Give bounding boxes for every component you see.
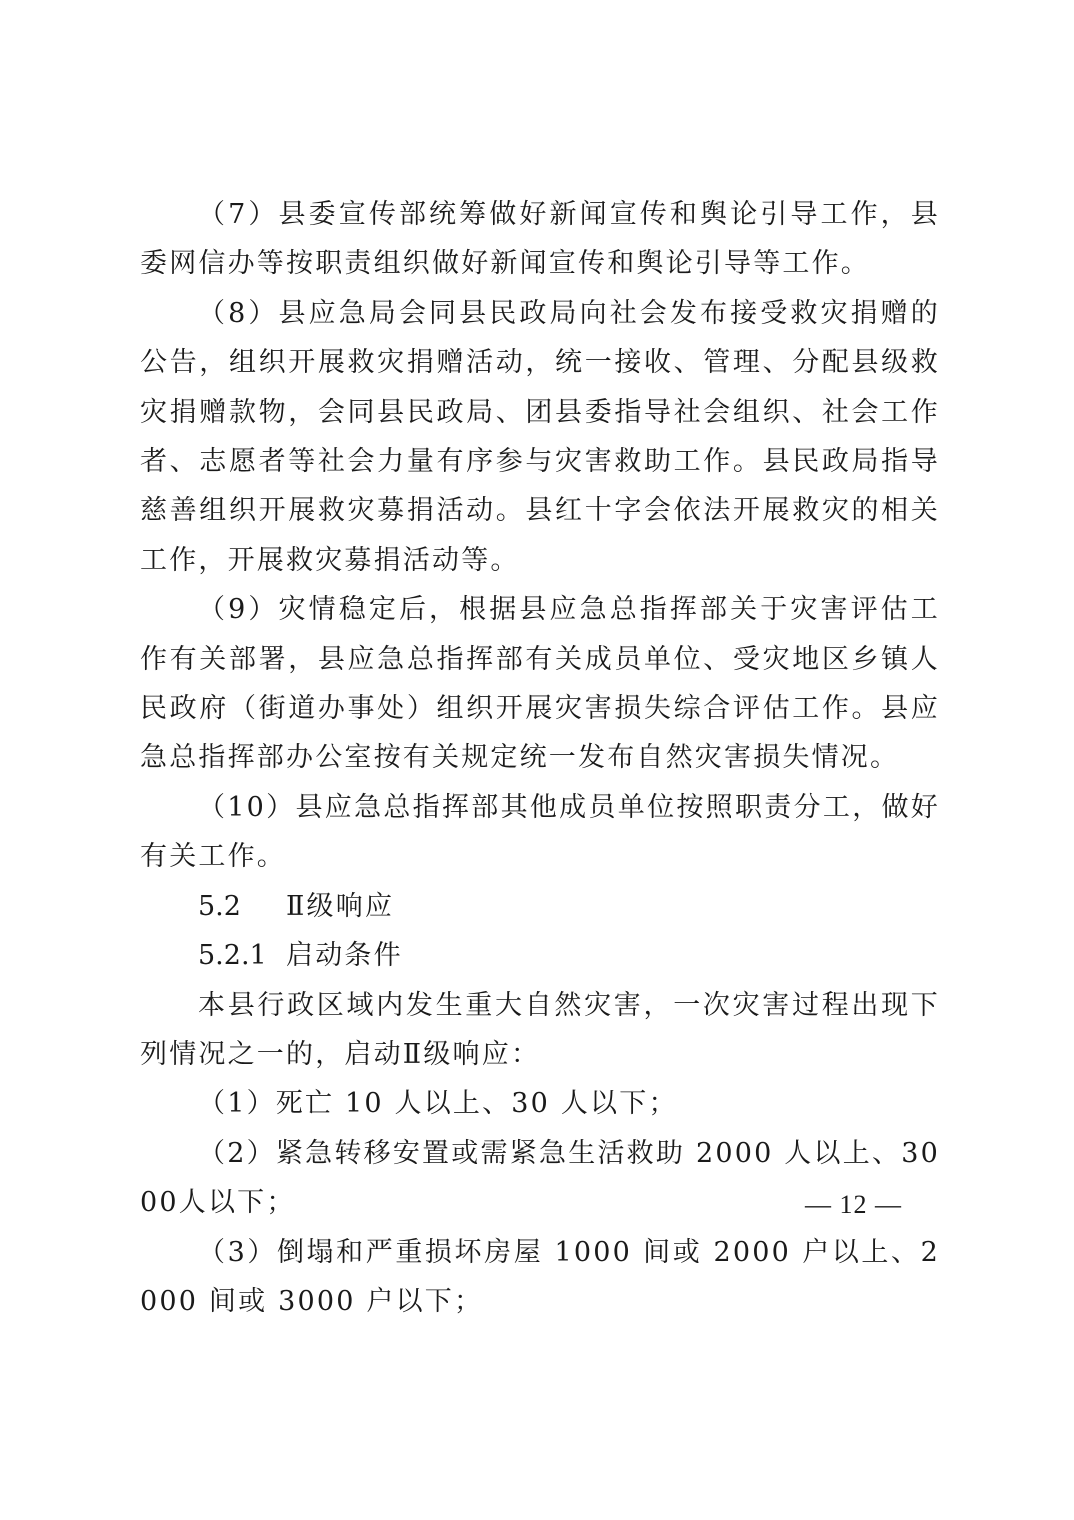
condition-item-3: （3）倒塌和严重损坏房屋 1000 间或 2000 户以上、2000 间或 3000 户以下； bbox=[140, 1236, 940, 1317]
paragraph-item-9: （9）灾情稳定后，根据县应急总指挥部关于灾害评估工作有关部署，县应急总指挥部有关成员单位、受灾地区乡镇人民政府（街道办事处）组织开展灾害损失综合评估工作。县应急总指挥部办公室按有关规定统一发布自然灾害损失情况。 bbox=[140, 594, 940, 774]
condition-item-1: （1）死亡 10 人以上、30 人以下； bbox=[198, 1088, 678, 1120]
section-number: 5.2 bbox=[198, 890, 241, 922]
paragraph-item-7: （7）县委宣传部统筹做好新闻宣传和舆论引导工作，县委网信办等按职责组织做好新闻宣传和舆论引导等工作。 bbox=[140, 199, 940, 280]
section-heading-5-2 bbox=[140, 882, 940, 931]
subsection-heading-5-2-1 bbox=[140, 931, 940, 980]
paragraph-item-10: （10）县应急总指挥部其他成员单位按照职责分工，做好有关工作。 bbox=[140, 791, 940, 873]
page-number: — 12 — bbox=[805, 1190, 902, 1219]
subsection-title: 启动条件 bbox=[286, 940, 403, 972]
paragraph-item-8: （8）县应急局会同县民政局向社会发布接受救灾捐赠的公告，组织开展救灾捐赠活动，统一接收、管理、分配县级救灾捐赠款物，会同县民政局、团县委指导社会组织、社会工作者、志愿者等社会力量有序参与灾害救助工作。县民政局指导慈善组织开展救灾募捐活动。县红十字会依法开展救灾的相关工作，开展救灾募捐活动等。 bbox=[140, 297, 940, 576]
document-body bbox=[140, 190, 940, 1326]
subsection-number: 5.2.1 bbox=[198, 940, 267, 972]
section-title: Ⅱ级响应 bbox=[286, 890, 395, 922]
condition-item-2: （2）紧急转移安置或需紧急生活救助 2000 人以上、3000人以下； bbox=[140, 1137, 940, 1219]
conditions-intro: 本县行政区域内发生重大自然灾害，一次灾害过程出现下列情况之一的，启动Ⅱ级响应： bbox=[140, 989, 940, 1070]
